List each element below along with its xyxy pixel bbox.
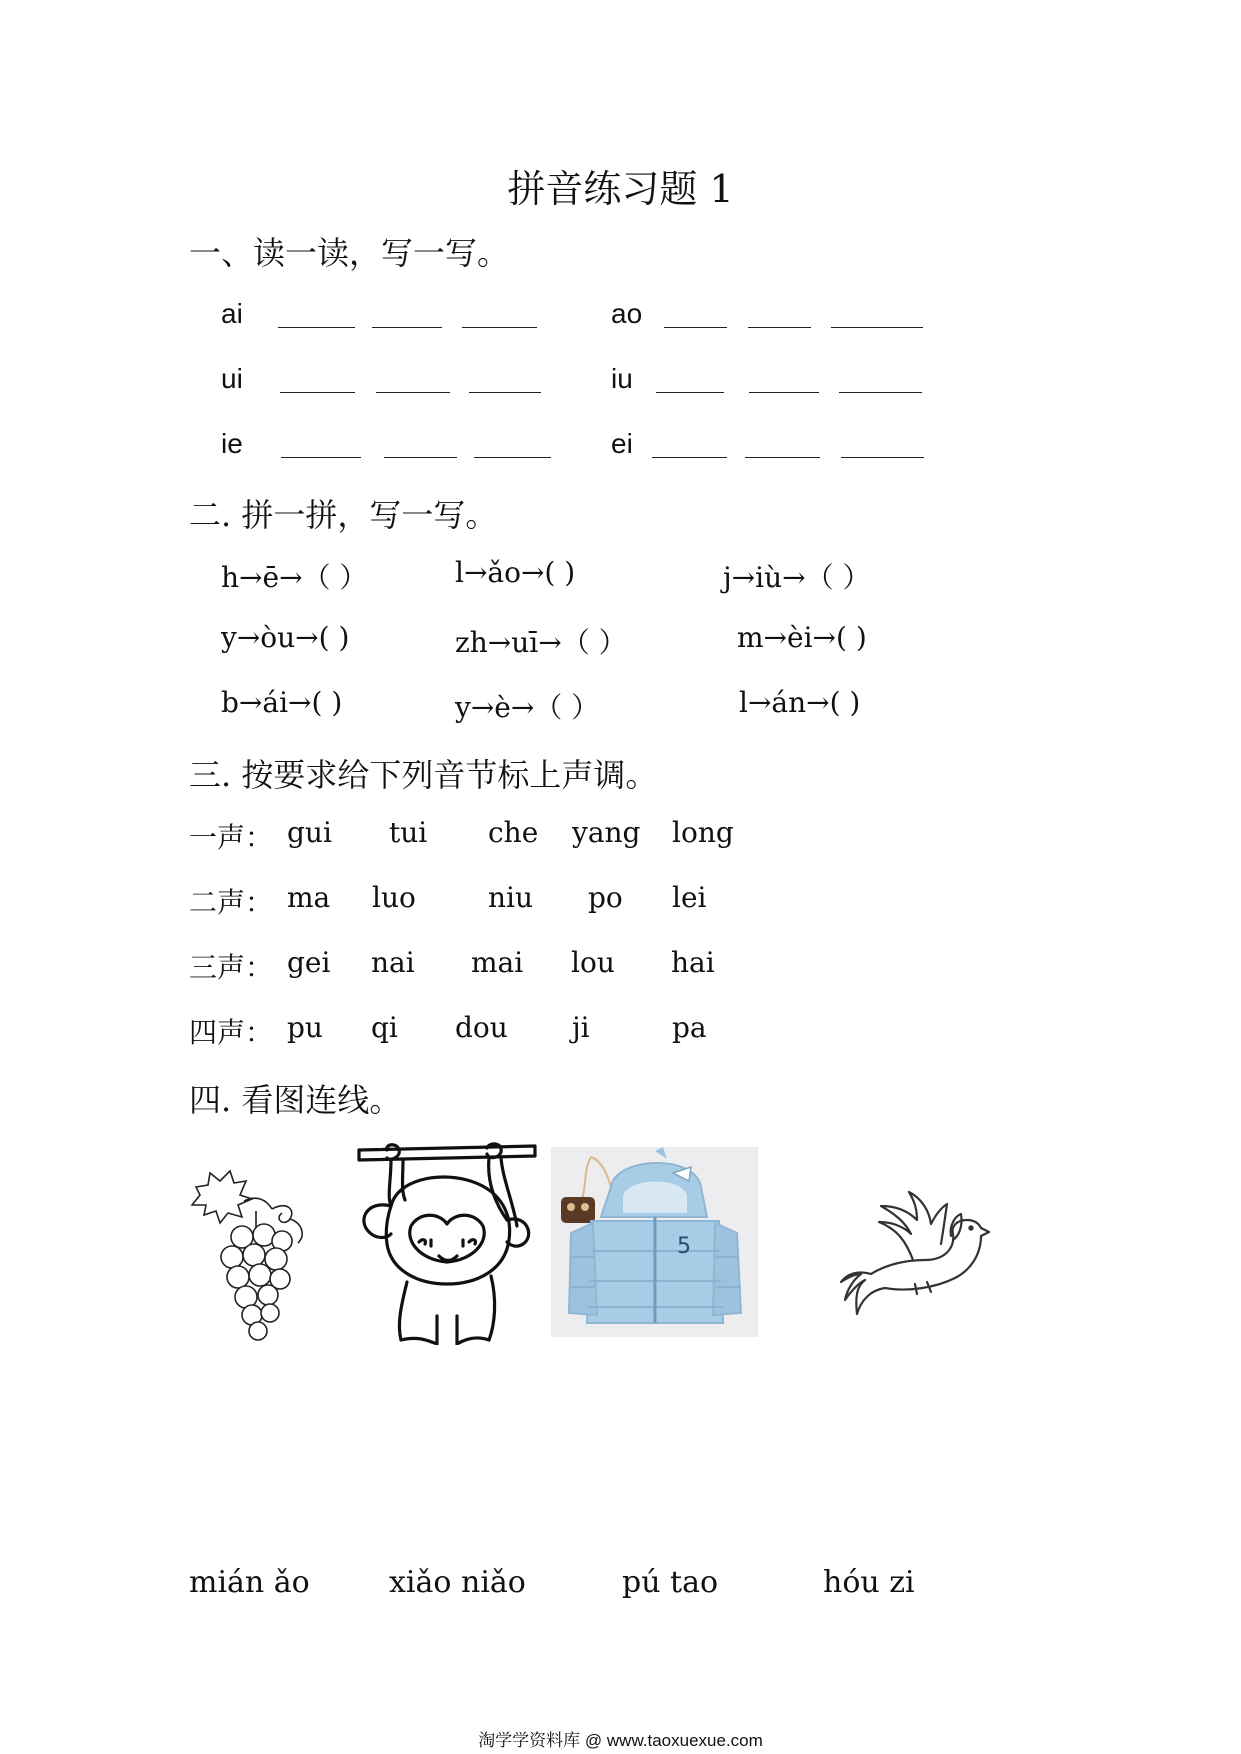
tone-word: po	[588, 881, 623, 914]
tone-word: niu	[488, 881, 534, 914]
write-blank[interactable]	[384, 457, 457, 458]
tone-word: pu	[287, 1011, 323, 1044]
tone-row	[189, 946, 287, 986]
write-blank[interactable]	[280, 392, 355, 393]
write-blank[interactable]	[372, 327, 442, 328]
tone-word: dou	[455, 1011, 508, 1044]
spell-exercise: m→èi→( )	[737, 621, 867, 654]
tone-word: lei	[672, 881, 707, 914]
tone-word: che	[488, 816, 539, 849]
syllable-ie: ie	[221, 428, 243, 459]
write-blank[interactable]	[839, 392, 922, 393]
spell-exercise: zh→uī→（ ）	[455, 626, 627, 659]
tone-row	[189, 1011, 287, 1051]
tone-word: mai	[471, 946, 524, 979]
write-blank[interactable]	[841, 457, 924, 458]
tone-label: 三声：	[189, 951, 274, 984]
page-title: 拼音练习题 1	[507, 167, 734, 211]
tone-word: long	[672, 816, 734, 849]
match-word: mián ǎo	[189, 1565, 310, 1600]
write-blank[interactable]	[831, 327, 923, 328]
spell-exercise: y→òu→( )	[221, 621, 350, 654]
tone-word: gei	[287, 946, 331, 979]
tone-word: qi	[371, 1011, 398, 1044]
syllable-ao: ao	[611, 298, 643, 329]
grapes-picture	[186, 1165, 326, 1345]
tone-word: hai	[671, 946, 715, 979]
tone-label: 二声：	[189, 886, 274, 919]
svg-text:5: 5	[677, 1234, 691, 1259]
tone-label: 一声：	[189, 821, 274, 854]
write-blank[interactable]	[748, 327, 811, 328]
jacket-picture	[551, 1147, 758, 1337]
tone-word: yang	[572, 816, 641, 849]
write-blank[interactable]	[474, 457, 551, 458]
section2-heading: 二. 拼一拼，写一写。	[189, 496, 498, 534]
write-blank[interactable]	[376, 392, 450, 393]
match-word: hóu zi	[823, 1565, 915, 1600]
section1-heading: 一、读一读，写一写。	[189, 234, 510, 272]
tone-word: pa	[672, 1011, 707, 1044]
write-blank[interactable]	[664, 327, 727, 328]
tone-word: luo	[372, 881, 416, 914]
write-blank[interactable]	[656, 392, 724, 393]
write-blank[interactable]	[469, 392, 541, 393]
syllable-ei: ei	[611, 428, 633, 459]
bird-icon	[795, 1144, 1032, 1344]
tone-row	[189, 816, 287, 856]
write-blank[interactable]	[745, 457, 820, 458]
syllable-iu: iu	[611, 363, 633, 394]
spell-exercise: l→án→( )	[739, 686, 861, 719]
monkey-picture	[357, 1140, 537, 1345]
section4-heading: 四. 看图连线。	[189, 1081, 402, 1119]
tone-word: nai	[371, 946, 415, 979]
tone-word: tui	[389, 816, 428, 849]
jacket-icon	[551, 1147, 758, 1337]
tone-row	[189, 881, 287, 921]
spell-exercise: b→ái→( )	[221, 686, 343, 719]
write-blank[interactable]	[281, 457, 361, 458]
match-word: xiǎo niǎo	[389, 1565, 526, 1600]
spell-exercise: j→iù→（ ）	[723, 561, 871, 594]
syllable-ai: ai	[221, 298, 243, 329]
spell-exercise: l→ǎo→( )	[455, 556, 576, 589]
match-word: pú tao	[622, 1565, 719, 1600]
grapes-icon	[186, 1165, 326, 1345]
write-blank[interactable]	[462, 327, 537, 328]
section3-heading: 三. 按要求给下列音节标上声调。	[189, 756, 658, 794]
tone-word: gui	[287, 816, 332, 849]
bird-picture	[795, 1144, 1032, 1344]
write-blank[interactable]	[749, 392, 819, 393]
tone-word: lou	[571, 946, 615, 979]
footer-watermark: 淘学学资料库 @ www.taoxuexue.com	[478, 1731, 763, 1750]
monkey-icon	[357, 1140, 537, 1345]
spell-exercise: h→ē→（ ）	[221, 561, 368, 594]
write-blank[interactable]	[278, 327, 355, 328]
tone-word: ji	[572, 1011, 590, 1044]
spell-exercise: y→è→（ ）	[455, 691, 600, 724]
write-blank[interactable]	[652, 457, 727, 458]
syllable-ui: ui	[221, 363, 243, 394]
tone-label: 四声：	[189, 1016, 274, 1049]
tone-word: ma	[287, 881, 331, 914]
